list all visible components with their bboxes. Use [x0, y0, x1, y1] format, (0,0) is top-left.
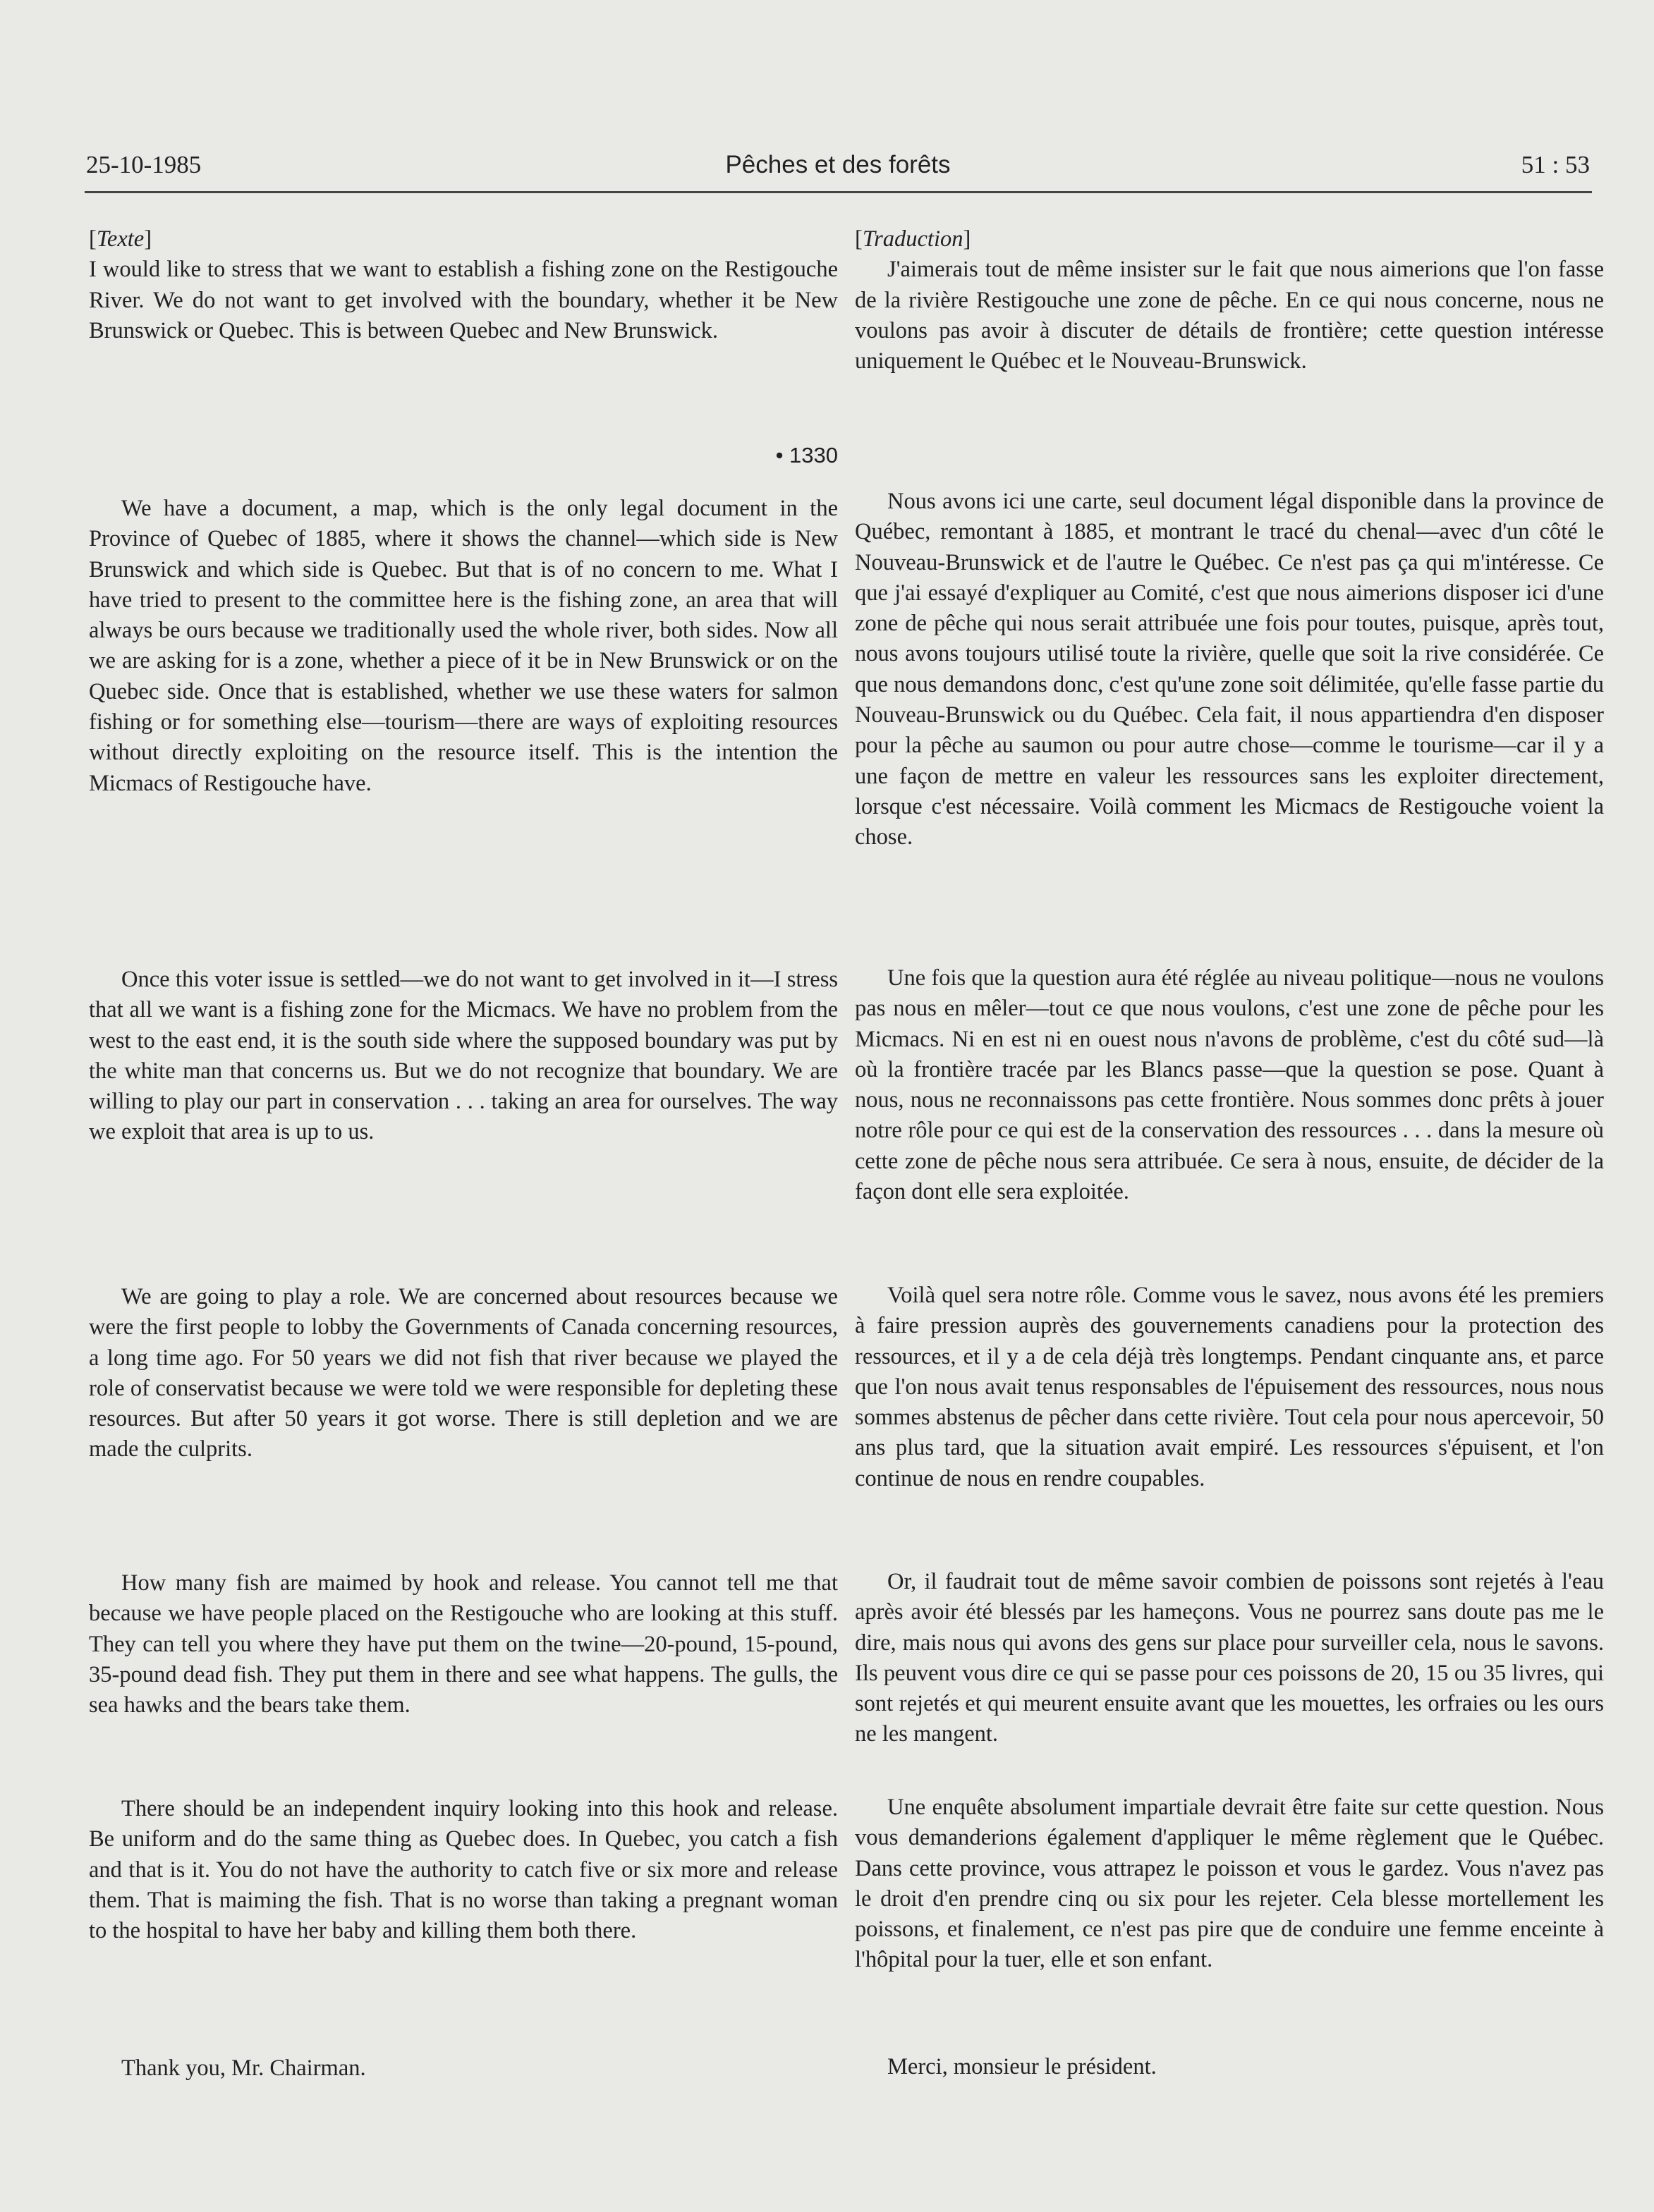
paragraph-en-3: Once this voter issue is settled—we do not want to get involved in it—I stress that all we want is a fishing zone for the Micmacs. We have no problem from the west to the east end, it is the south side where the supposed boundary was put by the white man that concerns us. But we do not recognize that boundary. We are willing to play our part in conservation . . . taking an area for ourselves. The way we exploit that area is up to us.: [89, 967, 838, 1145]
english-column: [89, 224, 838, 2081]
paragraph-en-5: How many fish are maimed by hook and release. You cannot tell me that because we have people placed on the Restigouche who are looking at this stuff. They can tell you where they have put them on the twine—20-pound, 15-pound, 35-pound dead fish. They put them in there and see what happens. The gulls, the sea hawks and the bears take them.: [89, 1570, 838, 1718]
paragraph-en-1: I would like to stress that we want to establish a fishing zone on the Restigouche River. We do not want to get involved with the boundary, whether it be New Brunswick or Quebec. This is between Quebec and New Brunswick.: [89, 257, 838, 343]
paragraph-fr-3: Une fois que la question aura été réglée au niveau politique—nous ne voulons pas nous en mêler—tout ce que nous voulons, c'est une zone de pêche pour les Micmacs. Ni en est ni en ouest nous n'avons de problème, c'est du côté sud—là où la frontière tracée par les Blancs passe—que la question se pose. Quant à nous, nous ne reconnaissons pas cette frontière. Nous sommes donc prêts à jouer notre rôle pour ce qui est de la conservation des ressources . . . dans la mesure où cette zone de pêche nous sera attribuée. Ce sera à nous, ensuite, de décider de la façon dont elle sera exploitée.: [855, 965, 1604, 1205]
paragraph-en-6: There should be an independent inquiry looking into this hook and release. Be uniform and do the same thing as Quebec does. In Quebec, you catch a fish and that is it. You do not have the authority to catch five or six more and release them. That is maiming the fish. That is no worse than taking a pregnant woman to the hospital to have her baby and killing them both there.: [89, 1796, 838, 1944]
paragraph-fr-7: Merci, monsieur le président.: [887, 2054, 1157, 2079]
page-header: [86, 151, 1590, 193]
paragraph-fr-4: Voilà quel sera notre rôle. Comme vous le savez, nous avons été les premiers à faire pression auprès des gouvernements canadiens pour la protection des ressources, et il y a de cela déjà très longtemps. Pendant cinquante ans, et parce que l'on nous avait tenus responsables de l'épuisement des ressources, nous nous sommes abstenus de pêcher dans cette rivière. Tout cela pour nous apercevoir, 50 ans plus tard, que la situation avait empiré. Les ressources s'épuisent, et l'on continue de nous en rendre coupables.: [855, 1283, 1604, 1491]
header-page-number: 51 : 53: [1521, 151, 1590, 178]
section-label-texte: [Texte]: [89, 226, 152, 252]
paragraph-fr-6: Une enquête absolument impartiale devrait être faite sur cette question. Nous vous demanderions également d'appliquer le même règlement que le Québec. Dans cette province, vous attrapez le poisson et vous le gardez. Vous n'avez pas le droit d'en prendre cinq ou six pour les rejeter. Cela blesse mortellement les poissons, et finalement, ce n'est pas pire que de conduire une femme enceinte à l'hôpital pour la tuer, elle et son enfant.: [855, 1795, 1604, 1973]
header-date: 25-10-1985: [86, 151, 202, 178]
paragraph-en-4: We are going to play a role. We are concerned about resources because we were the first people to lobby the Governments of Canada concerning resources, a long time ago. For 50 years we did not fish that river because we played the role of conservatist because we were told we were responsible for depleting these resources. But after 50 years it got worse. There is still depletion and we are made the culprits.: [89, 1284, 838, 1462]
paragraph-fr-1: J'aimerais tout de même insister sur le fait que nous aimerions que l'on fasse de la rivière Restigouche une zone de pêche. En ce qui nous concerne, nous ne voulons pas avoir à discuter de détails de frontière; cette question intéresse uniquement le Québec et le Nouveau-Brunswick.: [855, 257, 1604, 374]
french-column: [855, 224, 1604, 2079]
paragraph-en-2: We have a document, a map, which is the only legal document in the Province of Quebec of 1885, where it shows the channel—which side is New Brunswick and which side is Quebec. But that is of no concern to me. What I have tried to present to the committee here is the fishing zone, an area that will always be ours because we traditionally used the whole river, both sides. Now all we are asking for is a zone, whether a piece of it be in New Brunswick or on the Quebec side. Once that is established, whether we use these waters for salmon fishing or for something else—tourism—there are ways of exploiting resources without directly exploiting on the resource itself. This is the intention the Micmacs of Restigouche have.: [89, 496, 838, 796]
time-marker: • 1330: [775, 443, 838, 468]
paragraph-fr-2: Nous avons ici une carte, seul document légal disponible dans la province de Québec, remontant à 1885, et montrant le tracé du chenal—avec d'un côté le Nouveau-Brunswick et de l'autre le Québec. Ce n'est pas ça qui m'intéresse. Ce que j'ai essayé d'expliquer au Comité, c'est que nous aimerions disposer ici d'une zone de pêche qui nous serait attribuée une fois pour toutes, puisque, après tout, nous avons toujours utilisé toute la rivière, quelle que soit la rive considérée. Ce que nous demandons donc, c'est qu'une zone soit délimitée, qu'elle fasse partie du Nouveau-Brunswick ou du Québec. Cela fait, il nous appartiendra d'en disposer pour la pêche au saumon ou pour autre chose—comme le tourisme—car il y a une façon de mettre en valeur les ressources sans les exploiter directement, lorsque c'est nécessaire. Voilà comment les Micmacs de Restigouche voient la chose.: [855, 489, 1604, 850]
header-rule: [85, 191, 1592, 193]
header-title: Pêches et des forêts: [725, 151, 951, 178]
section-label-traduction: [Traduction]: [855, 226, 971, 252]
paragraph-en-7: Thank you, Mr. Chairman.: [121, 2055, 366, 2081]
paragraph-fr-5: Or, il faudrait tout de même savoir combien de poissons sont rejetés à l'eau après avoir été blessés par les hameçons. Vous ne pourrez sans doute pas me le dire, mais nous qui avons des gens sur place pour surveiller cela, nous le savons. Ils peuvent vous dire ce qui se passe pour ces poissons de 20, 15 ou 35 livres, qui sont rejetés et qui meurent ensuite avant que les mouettes, les orfraies ou les ours ne les mangent.: [855, 1569, 1604, 1747]
